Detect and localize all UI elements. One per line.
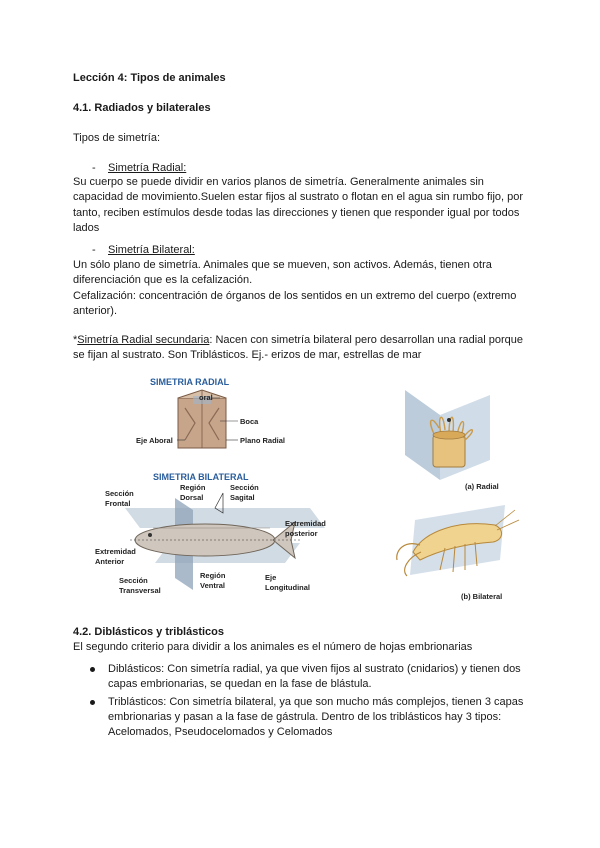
- bilateral-label: Simetría Bilateral:: [108, 244, 195, 256]
- seccion-transversal-label-1: Sección: [119, 576, 148, 585]
- cefalizacion-definition: Cefalización: concentración de órganos de los sentidos en un extremo del cuerpo (extremo anterior).: [73, 290, 517, 318]
- region-ventral-label-2: Ventral: [200, 581, 226, 590]
- anemone-illustration: [405, 390, 490, 480]
- caption-bilateral: (b) Bilateral: [461, 592, 503, 601]
- plano-radial-label: Plano Radial: [240, 436, 286, 445]
- list-item: [90, 662, 534, 693]
- region-dorsal-label-1: Región: [180, 483, 206, 492]
- seccion-frontal-label-2: Frontal: [105, 499, 131, 508]
- lobster-illustration: [397, 505, 519, 576]
- eje-longitudinal-label-1: Eje: [265, 573, 277, 582]
- seccion-sagital-label-1: Sección: [230, 483, 259, 492]
- eje-aboral-label: Eje Aboral: [136, 436, 173, 445]
- embryonic-layers-list: [90, 662, 534, 742]
- seccion-sagital-label-2: Sagital: [230, 493, 255, 502]
- bilateral-title: SIMETRIA BILATERAL: [153, 472, 249, 482]
- seccion-frontal-label-1: Sección: [105, 489, 134, 498]
- oral-label: oral: [199, 393, 213, 402]
- symmetry-diagram-left: [95, 368, 360, 603]
- region-dorsal-label-2: Dorsal: [180, 493, 204, 502]
- region-ventral-label-1: Región: [200, 571, 226, 580]
- symmetry-diagram-right: [385, 380, 525, 605]
- secondary-text: : Nacen con simetría bilateral pero desarrollan una radial porque se fijan al sustrato. Son Triblásticos. Ej.- erizos de mar, estrellas de mar: [73, 334, 524, 362]
- lesson-title: Lección 4: Tipos de animales: [73, 72, 226, 84]
- section2-intro: El segundo criterio para dividir a los animales es el número de hojas embrionarias: [73, 641, 473, 653]
- secondary-radial-note: [73, 333, 533, 364]
- bullet-text: Diblásticos: Con simetría radial, ya que viven fijos al sustrato (cnidarios) y tienen dos capas embrionarias, se quedan en la fase de blástula.: [108, 663, 521, 691]
- bilateral-description: Un sólo plano de simetría. Animales que se mueven, son activos. Además, tienen otra diferenciación que es la cefalización.: [73, 259, 492, 287]
- secondary-prefix: *: [73, 334, 78, 346]
- bilateral-item: - Simetría Bilateral:: [92, 244, 195, 256]
- caption-radial: (a) Radial: [465, 482, 499, 491]
- list-item: [90, 695, 534, 741]
- eje-longitudinal-label-2: Longitudinal: [265, 583, 310, 592]
- section-heading-2: 4.2. Diblásticos y triblásticos: [73, 626, 225, 638]
- bullet-text: Triblásticos: Con simetría bilateral, ya que son mucho más complejos, tienen 3 capas embrionarias y pasan a la fase de gástrula. Dentro de los triblásticos hay 3 tipos: Acelomados, Pseudocelomados y Celomados: [108, 695, 524, 739]
- symmetry-types-label: Tipos de simetría:: [73, 132, 161, 144]
- seccion-transversal-label-2: Transversal: [119, 586, 161, 595]
- section-heading-1: 4.1. Radiados y bilaterales: [73, 102, 211, 114]
- boca-label: Boca: [240, 417, 259, 426]
- secondary-term: Simetría Radial secundaria: [77, 334, 210, 346]
- radial-title: SIMETRIA RADIAL: [150, 377, 230, 387]
- extremidad-anterior-label-1: Extremidad: [95, 547, 136, 556]
- extremidad-posterior-label-2: posterior: [285, 529, 318, 538]
- radial-item: - Simetría Radial:: [92, 162, 187, 174]
- extremidad-anterior-label-2: Anterior: [95, 557, 125, 566]
- bullet-icon: [90, 667, 95, 672]
- radial-label: Simetría Radial:: [108, 162, 187, 174]
- extremidad-posterior-label-1: Extremidad: [285, 519, 326, 528]
- bullet-icon: [90, 700, 95, 705]
- radial-description: Su cuerpo se puede dividir en varios planos de simetría. Generalmente animales sin capacidad de movimiento.Suelen estar fijos al sustrato o flotan en el agua sin rumbo fijo, por tanto, reciben estímulos desde todas las direcciones y tienen que responder igual por todos lados: [73, 176, 524, 234]
